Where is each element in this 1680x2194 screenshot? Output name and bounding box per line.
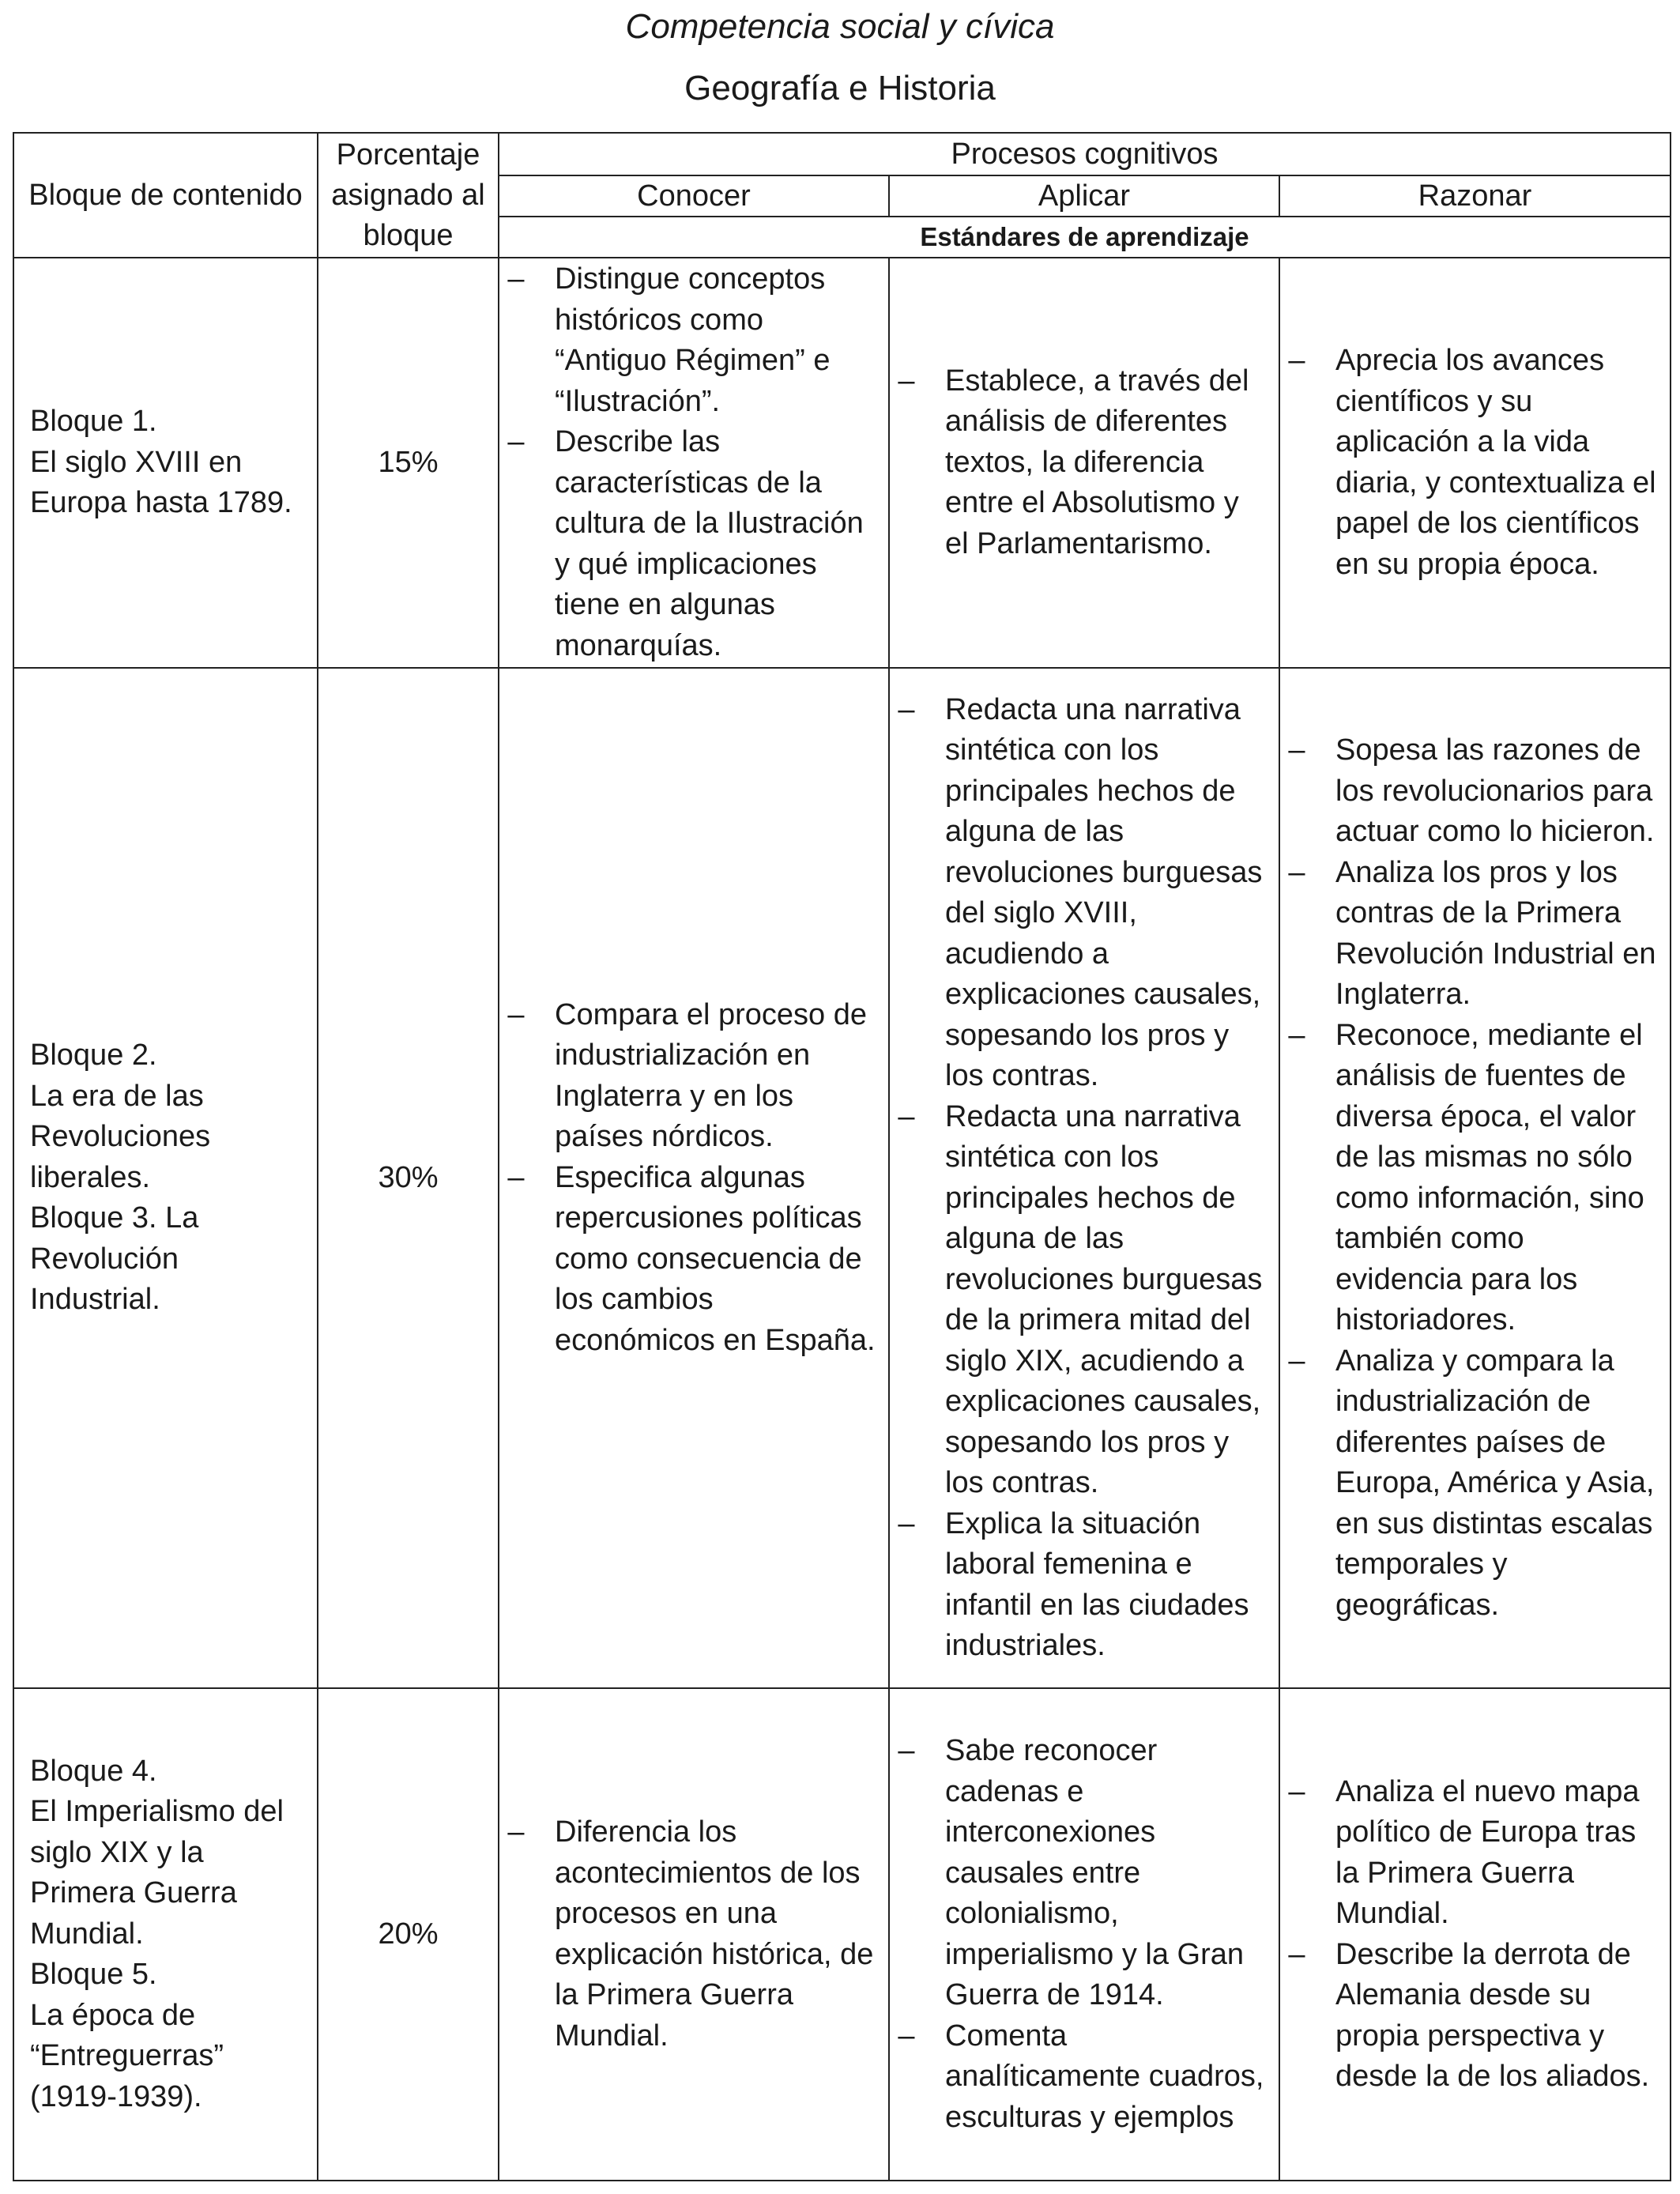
list-item — [1285, 1772, 1659, 1935]
list-item — [504, 1158, 877, 1362]
razonar-list — [1285, 730, 1659, 1626]
list-item-text: Redacta una narrativa sintética con los principales hechos de alguna de las revoluciones burguesas del siglo XVIII, acudiendo a explicaciones causales, sopesando los pros y los contras. — [945, 692, 1263, 1092]
dash-bullet: – — [507, 1160, 525, 1194]
block-line: Europa hasta 1789. — [30, 486, 292, 520]
block-line: El siglo XVIII en — [30, 445, 243, 479]
list-item — [504, 422, 877, 666]
aplicar-list — [895, 690, 1268, 1667]
list-item-text: Establece, a través del análisis de diferentes textos, la diferencia entre el Absolutismo y el Parlamentarismo. — [945, 364, 1249, 560]
list-item — [504, 259, 877, 422]
dash-bullet: – — [1288, 733, 1305, 767]
list-item — [895, 2016, 1268, 2139]
list-item — [1285, 1935, 1659, 2098]
header-percentage: Porcentaje asignado al bloque — [318, 133, 499, 258]
block-line: Primera Guerra — [30, 1876, 237, 1910]
razonar-cell — [1279, 668, 1671, 1688]
header-block: Bloque de contenido — [13, 133, 318, 258]
aplicar-list — [895, 1731, 1268, 2138]
dash-bullet: – — [898, 1506, 915, 1540]
list-item-text: Aprecia los avances científicos y su aplicación a la vida diaria, y contextualiza el papel de los científicos en su propia época. — [1335, 344, 1656, 581]
block-line: La era de las — [30, 1079, 204, 1113]
list-item — [895, 361, 1268, 565]
list-item-text: Distingue conceptos históricos como “Antiguo Régimen” e “Ilustración”. — [555, 262, 831, 418]
razonar-list — [1285, 341, 1659, 585]
list-item-text: Sabe reconocer cadenas e interconexiones causales entre colonialismo, imperialismo y la Gran Guerra de 1914. — [945, 1734, 1244, 2011]
block-line: “Entreguerras” — [30, 2039, 224, 2073]
block-cell — [13, 668, 318, 1688]
dash-bullet: – — [898, 1734, 915, 1767]
document-subtitle: Competencia social y cívica — [625, 7, 1055, 46]
list-item — [1285, 1016, 1659, 1341]
standards-table — [13, 132, 1671, 2181]
block-line: (1919-1939). — [30, 2079, 202, 2113]
dash-bullet: – — [1288, 1344, 1305, 1378]
percentage-cell: 30% — [318, 668, 499, 1688]
dash-bullet: – — [898, 1099, 915, 1133]
dash-bullet: – — [1288, 344, 1305, 377]
percentage-cell: 20% — [318, 1688, 499, 2181]
block-line: liberales. — [30, 1160, 151, 1194]
list-item-text: Comenta analíticamente cuadros, esculturas y ejemplos — [945, 2019, 1264, 2134]
list-item-text: Describe las características de la cultura de la Ilustración y qué implicaciones tiene en algunas monarquías. — [555, 425, 864, 662]
list-item-text: Diferencia los acontecimientos de los procesos en una explicación histórica, de la Primera Guerra Mundial. — [555, 1815, 874, 2053]
table-row — [13, 1688, 1671, 2181]
conocer-list — [504, 259, 877, 666]
aplicar-cell — [889, 258, 1279, 668]
list-item — [504, 1812, 877, 2056]
list-item-text: Redacta una narrativa sintética con los principales hechos de alguna de las revoluciones burguesas de la primera mitad del siglo XIX, acudiendo a explicaciones causales, sopesando los pros y los contras. — [945, 1099, 1263, 1499]
dash-bullet: – — [898, 692, 915, 726]
header-cognitive-processes: Procesos cognitivos — [499, 133, 1671, 175]
block-line: Bloque 2. — [30, 1039, 157, 1072]
block-line: Revolución — [30, 1242, 179, 1276]
list-item-text: Describe la derrota de Alemania desde su propia perspectiva y desde la de los aliados. — [1335, 1937, 1650, 2093]
conocer-cell — [499, 258, 889, 668]
block-line: Bloque 1. — [30, 405, 157, 439]
razonar-list — [1285, 1772, 1659, 2098]
dash-bullet: – — [898, 2019, 915, 2053]
list-item-text: Analiza los pros y los contras de la Primera Revolución Industrial en Inglaterra. — [1335, 855, 1656, 1011]
header-razonar: Razonar — [1279, 175, 1671, 217]
conocer-list — [504, 995, 877, 1362]
list-item — [895, 1097, 1268, 1504]
conocer-cell — [499, 668, 889, 1688]
list-item — [895, 1731, 1268, 2016]
block-line: Revoluciones — [30, 1120, 211, 1154]
header-aplicar: Aplicar — [889, 175, 1279, 217]
header-conocer: Conocer — [499, 175, 889, 217]
table-row — [13, 258, 1671, 668]
block-cell — [13, 1688, 318, 2181]
dash-bullet: – — [507, 1815, 525, 1849]
block-line: La época de — [30, 1998, 196, 2032]
list-item-text: Especifica algunas repercusiones políticas como consecuencia de los cambios económicos en España. — [555, 1160, 876, 1357]
list-item — [1285, 853, 1659, 1016]
dash-bullet: – — [1288, 1937, 1305, 1971]
header-standards: Estándares de aprendizaje — [499, 217, 1671, 258]
block-line: Mundial. — [30, 1917, 144, 1951]
dash-bullet: – — [507, 262, 525, 296]
aplicar-cell — [889, 1688, 1279, 2181]
list-item — [1285, 730, 1659, 853]
list-item-text: Reconoce, mediante el análisis de fuentes de diversa época, el valor de las mismas no sólo como información, sino también como evidencia para los historiadores. — [1335, 1018, 1644, 1336]
block-line: Bloque 4. — [30, 1754, 157, 1788]
list-item — [1285, 341, 1659, 585]
percentage-cell: 15% — [318, 258, 499, 668]
conocer-list — [504, 1812, 877, 2056]
list-item — [1285, 1341, 1659, 1627]
conocer-cell — [499, 1688, 889, 2181]
dash-bullet: – — [507, 425, 525, 458]
dash-bullet: – — [898, 364, 915, 398]
dash-bullet: – — [1288, 1018, 1305, 1052]
list-item-text: Analiza el nuevo mapa político de Europa tras la Primera Guerra Mundial. — [1335, 1774, 1640, 1930]
dash-bullet: – — [507, 997, 525, 1031]
block-line: Bloque 5. — [30, 1958, 157, 1992]
list-item — [504, 995, 877, 1158]
dash-bullet: – — [1288, 855, 1305, 889]
aplicar-cell — [889, 668, 1279, 1688]
block-line: siglo XIX y la — [30, 1835, 204, 1869]
aplicar-list — [895, 361, 1268, 565]
razonar-cell — [1279, 258, 1671, 668]
list-item — [895, 690, 1268, 1097]
list-item-text: Explica la situación laboral femenina e infantil en las ciudades industriales. — [945, 1506, 1249, 1662]
list-item — [895, 1504, 1268, 1667]
block-line: Industrial. — [30, 1283, 160, 1317]
razonar-cell — [1279, 1688, 1671, 2181]
list-item-text: Analiza y compara la industrialización de diferentes países de Europa, América y Asia, en sus distintas escalas temporales y geográficas. — [1335, 1344, 1655, 1622]
block-line: El Imperialismo del — [30, 1795, 284, 1829]
dash-bullet: – — [1288, 1774, 1305, 1808]
list-item-text: Compara el proceso de industrialización en Inglaterra y en los países nórdicos. — [555, 997, 867, 1154]
block-line: Bloque 3. La — [30, 1201, 199, 1235]
table-row — [13, 668, 1671, 1688]
document-title: Geografía e Historia — [684, 69, 996, 107]
list-item-text: Sopesa las razones de los revolucionarios para actuar como lo hicieron. — [1335, 733, 1655, 848]
block-cell — [13, 258, 318, 668]
